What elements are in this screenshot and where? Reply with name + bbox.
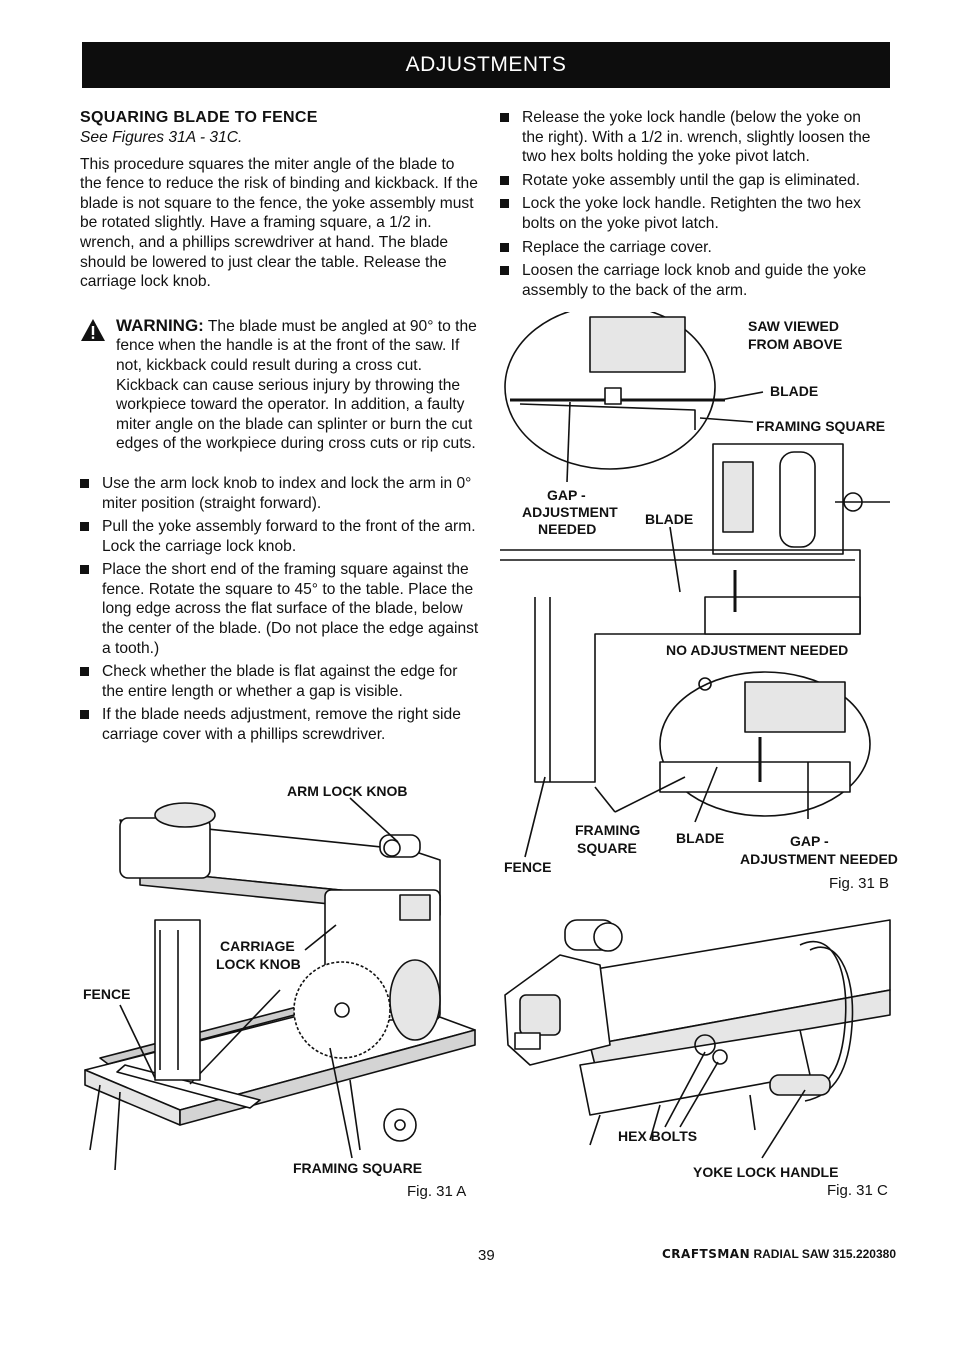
- carriage-lock-knob-label-line2: LOCK KNOB: [216, 956, 301, 972]
- right-column: [500, 108, 884, 304]
- figure-caption: Fig. 31 B: [829, 875, 890, 892]
- list-item: Lock the yoke lock handle. Retighten the two hex bolts on the yoke pivot latch.: [500, 194, 884, 233]
- framing-square-label-line2: SQUARE: [577, 840, 637, 856]
- figure-caption: Fig. 31 A: [407, 1183, 467, 1200]
- yoke-lock-illustration: [500, 905, 900, 1205]
- right-step-list: [500, 108, 884, 300]
- warning-text: The blade must be angled at 90° to the fence when the handle is at the front of the saw. If not, kickback could result during a cross cut. Kickback can cause serious injury by throwing the workpiece toward the operator. In addition, a faulty miter angle on the blade can splinter or burn the cut edges of the workpiece during cross cuts or rip cuts.: [116, 317, 477, 453]
- gap-label-line3: NEEDED: [538, 521, 597, 537]
- list-item: Pull the yoke assembly forward to the front of the arm. Lock the carriage lock knob.: [80, 517, 480, 556]
- craftsman-logo: CRAFTSMAN: [662, 1247, 751, 1261]
- arm-lock-knob-label: ARM LOCK KNOB: [287, 783, 408, 799]
- left-column: [80, 108, 480, 749]
- list-item: Release the yoke lock handle (below the yoke on the right). With a 1/2 in. wrench, slightly loosen the two hex bolts holding the yoke pivot latch.: [500, 108, 884, 167]
- saw-viewed-label-line1: SAW VIEWED: [748, 318, 840, 334]
- saw-viewed-label-line2: FROM ABOVE: [748, 336, 843, 352]
- figure-caption: Fig. 31 C: [827, 1182, 888, 1199]
- warning-label: WARNING:: [116, 315, 204, 335]
- blade-mid-label: BLADE: [645, 511, 694, 527]
- hex-bolts-label: HEX BOLTS: [618, 1128, 698, 1144]
- warning-block: [80, 316, 480, 454]
- left-step-list: [80, 474, 480, 745]
- no-adjustment-label: NO ADJUSTMENT NEEDED: [666, 642, 849, 658]
- warning-icon: [80, 318, 106, 342]
- yoke-lock-handle-label: YOKE LOCK HANDLE: [693, 1164, 839, 1180]
- blade-top-label: BLADE: [770, 383, 819, 399]
- list-item: Use the arm lock knob to index and lock the arm in 0° miter position (straight forward).: [80, 474, 480, 513]
- figure-reference: See Figures 31A - 31C.: [80, 129, 243, 146]
- list-item: Loosen the carriage lock knob and guide the yoke assembly to the back of the arm.: [500, 261, 884, 300]
- blade-bottom-label: BLADE: [676, 830, 725, 846]
- page-number: 39: [478, 1247, 495, 1264]
- section-title: ADJUSTMENTS: [405, 53, 567, 76]
- list-item: If the blade needs adjustment, remove the right side carriage cover with a phillips screwdriver.: [80, 705, 480, 744]
- list-item: Check whether the blade is flat against the edge for the entire length or whether a gap is visible.: [80, 662, 480, 701]
- product-name: RADIAL SAW 315.220380: [750, 1247, 896, 1261]
- radial-saw-illustration: [80, 780, 480, 1210]
- gap-label-line1: GAP -: [547, 487, 586, 503]
- fence-label: FENCE: [83, 986, 131, 1002]
- framing-square-label: FRAMING SQUARE: [293, 1160, 423, 1176]
- gap-label-line2: ADJUSTMENT: [522, 504, 618, 520]
- list-item: Replace the carriage cover.: [500, 238, 884, 258]
- list-item: Rotate yoke assembly until the gap is eliminated.: [500, 171, 884, 191]
- gap-b-label-line2: ADJUSTMENT NEEDED: [740, 851, 898, 867]
- fence-label: FENCE: [504, 859, 552, 875]
- section-heading: SQUARING BLADE TO FENCE: [80, 109, 318, 126]
- section-banner: [82, 42, 890, 88]
- footer-product: [662, 1247, 896, 1261]
- list-item: Place the short end of the framing square against the fence. Rotate the square to 45° to the table. Place the long edge across the flat surface of the blade, below the center of the blade. (Do not place the edge against a tooth.): [80, 560, 480, 658]
- carriage-lock-knob-label-line1: CARRIAGE: [220, 938, 295, 954]
- framing-square-label-line1: FRAMING: [575, 822, 641, 838]
- framing-square-top-label: FRAMING SQUARE: [756, 418, 886, 434]
- intro-paragraph: This procedure squares the miter angle of the blade to the fence to reduce the risk of binding and kickback. If the blade is not square to the fence, the yoke assembly must be rotated slightly. Have a framing square, a 1/2 in. wrench, and a phillips screwdriver at hand. The blade should be lowered to just clear the table. Release the carriage lock knob.: [80, 155, 478, 291]
- figure-31b: [495, 312, 898, 897]
- figure-31c: [500, 905, 900, 1205]
- gap-b-label-line1: GAP -: [790, 833, 829, 849]
- blade-squareness-diagram: [495, 312, 895, 897]
- figure-31a: [80, 780, 480, 1210]
